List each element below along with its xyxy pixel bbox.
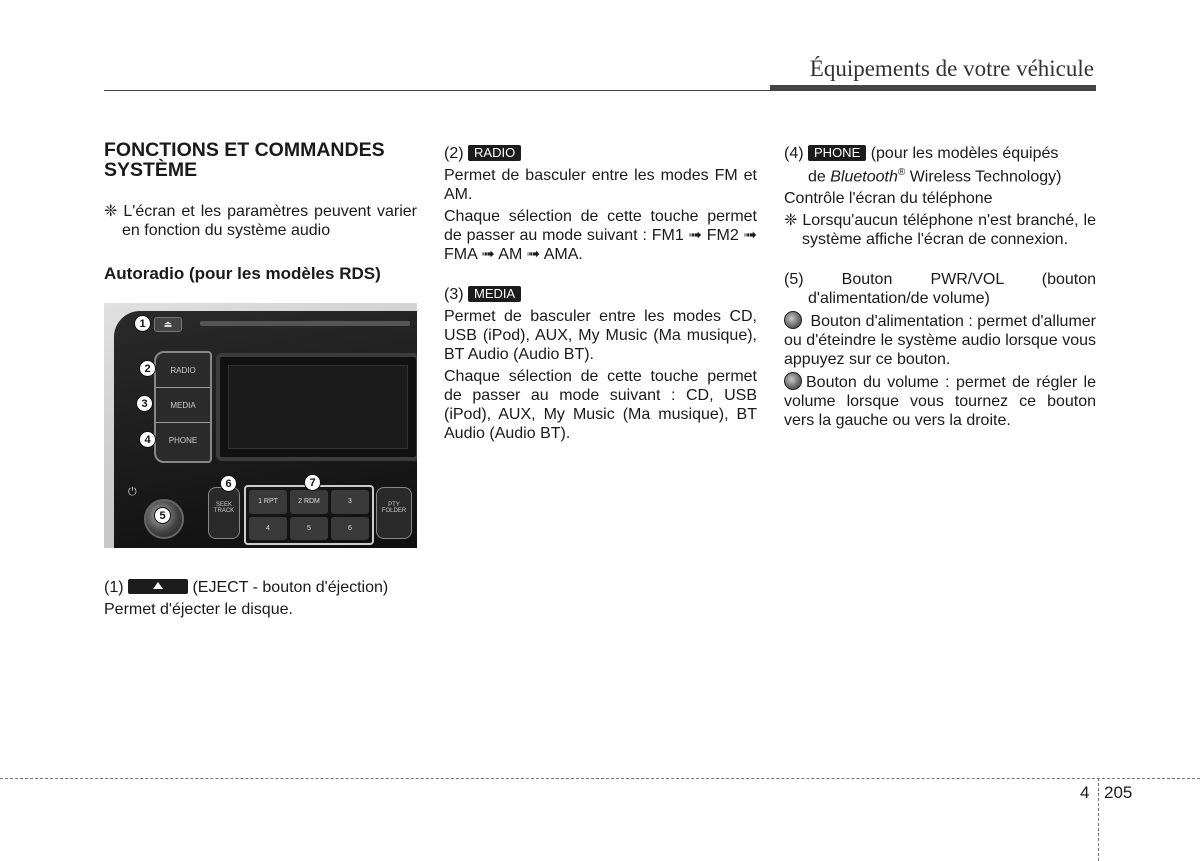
preset-button: 6 — [331, 517, 369, 541]
media-tag: MEDIA — [468, 286, 521, 302]
media-number: (3) — [444, 286, 464, 303]
radio-tag: RADIO — [468, 145, 521, 161]
knob-icon — [784, 311, 802, 329]
radio-paragraph-1: Permet de basculer entre les modes FM et AM. — [444, 167, 757, 203]
media-button-photo: MEDIA — [156, 388, 210, 423]
note-symbol: ❈ — [104, 203, 118, 220]
phone-de: de — [808, 168, 826, 186]
callout-1: 1 — [134, 315, 151, 332]
phone-button-photo: PHONE — [168, 435, 198, 445]
display-screen — [216, 353, 417, 461]
phone-heading-line — [784, 144, 1096, 163]
radio-button-photo: RADIO — [156, 353, 210, 388]
phone-line2 — [784, 163, 1096, 186]
radio-heading-line — [444, 144, 757, 163]
power-icon: ⏻ — [128, 486, 137, 498]
eject-label: (EJECT - bouton d'éjection) — [192, 579, 389, 596]
cd-slot — [200, 321, 410, 326]
phone-note — [784, 211, 1096, 249]
footer-divider — [1098, 778, 1099, 861]
column-left — [104, 138, 417, 295]
radio-number: (2) — [444, 145, 464, 162]
pwr-p2-text: Bouton du volume : permet de régler le volume lorsque vous tournez ce bouton vers la gauche ou vers la droite. — [784, 374, 1096, 430]
preset-buttons — [244, 485, 374, 545]
pwr-paragraph-1 — [784, 311, 1096, 369]
eject-number: (1) — [104, 579, 124, 596]
audio-unit-photo — [104, 303, 417, 548]
callout-3: 3 — [136, 395, 153, 412]
header-rule — [104, 90, 770, 91]
phone-desc: Contrôle l'écran du téléphone — [784, 190, 993, 208]
preset-button: 1 RPT — [249, 490, 287, 514]
note-paragraph — [104, 202, 417, 240]
bluetooth-word: Bluetooth — [830, 168, 898, 186]
media-paragraph-2: Chaque sélection de cette touche permet de passer au mode suivant : CD, USB (iPod), AUX, My Music (Ma musique), BT Audio (Audio BT). — [444, 368, 757, 442]
eject-desc: Permet d'éjecter le disque. — [104, 601, 293, 618]
eject-button-photo: ⏏ — [154, 317, 182, 332]
pty-folder-button: PTY FOLDER — [376, 487, 412, 539]
column-right — [784, 144, 1096, 433]
phone-number: (4) — [784, 145, 804, 162]
eject-icon — [128, 579, 188, 594]
footer-rule — [0, 778, 1200, 779]
media-heading-line — [444, 285, 757, 304]
radio-paragraph-2: Chaque sélection de cette touche permet de passer au mode suivant : FM1 ➟ FM2 ➟ FMA ➟ AM ➟ AMA. — [444, 208, 757, 263]
phone-note-text: Lorsqu'aucun téléphone n'est branché, le système affiche l'écran de connexion. — [802, 212, 1097, 249]
header-rule-accent — [770, 85, 1096, 91]
note-text: L'écran et les paramètres peuvent varier en fonction du système audio — [122, 203, 417, 239]
page-number: 205 — [1104, 783, 1133, 802]
media-paragraph-1: Permet de basculer entre les modes CD, USB (iPod), AUX, My Music (Ma musique), BT Audio (Audio BT). — [444, 308, 757, 363]
preset-button: 4 — [249, 517, 287, 541]
section-heading: FONCTIONS ET COMMANDES SYSTÈME — [104, 139, 385, 181]
preset-button: 2 RDM — [290, 490, 328, 514]
pwr-title: (5) Bouton PWR/VOL (bouton d'alimentation/de volume) — [784, 271, 1096, 308]
callout-7: 7 — [304, 474, 321, 491]
eject-line — [104, 578, 417, 597]
phone-tag: PHONE — [808, 145, 866, 161]
pwr-p1-text: Bouton d'alimentation : permet d'allumer ou d'éteindre le système audio lorsque vous appuyez sur ce bouton. — [784, 313, 1096, 369]
page-header-title: Équipements de votre véhicule — [809, 56, 1094, 81]
mode-buttons — [154, 351, 212, 463]
seek-track-button: SEEK TRACK — [208, 487, 240, 539]
phone-line1: (pour les modèles équipés — [870, 145, 1059, 162]
chapter-number: 4 — [1080, 783, 1090, 802]
note-symbol: ❈ — [784, 212, 798, 230]
subsection-heading: Autoradio (pour les modèles RDS) — [104, 264, 381, 283]
preset-button: 3 — [331, 490, 369, 514]
callout-2: 2 — [139, 360, 156, 377]
pwr-paragraph-2 — [784, 372, 1096, 430]
registered-mark: ® — [897, 167, 906, 178]
knob-icon — [784, 372, 802, 390]
column-middle — [444, 144, 757, 446]
eject-description — [104, 578, 417, 619]
callout-4: 4 — [139, 431, 156, 448]
callout-6: 6 — [220, 475, 237, 492]
wireless-technology: Wireless Technology) — [909, 168, 1062, 186]
preset-button: 5 — [290, 517, 328, 541]
callout-5: 5 — [154, 507, 171, 524]
